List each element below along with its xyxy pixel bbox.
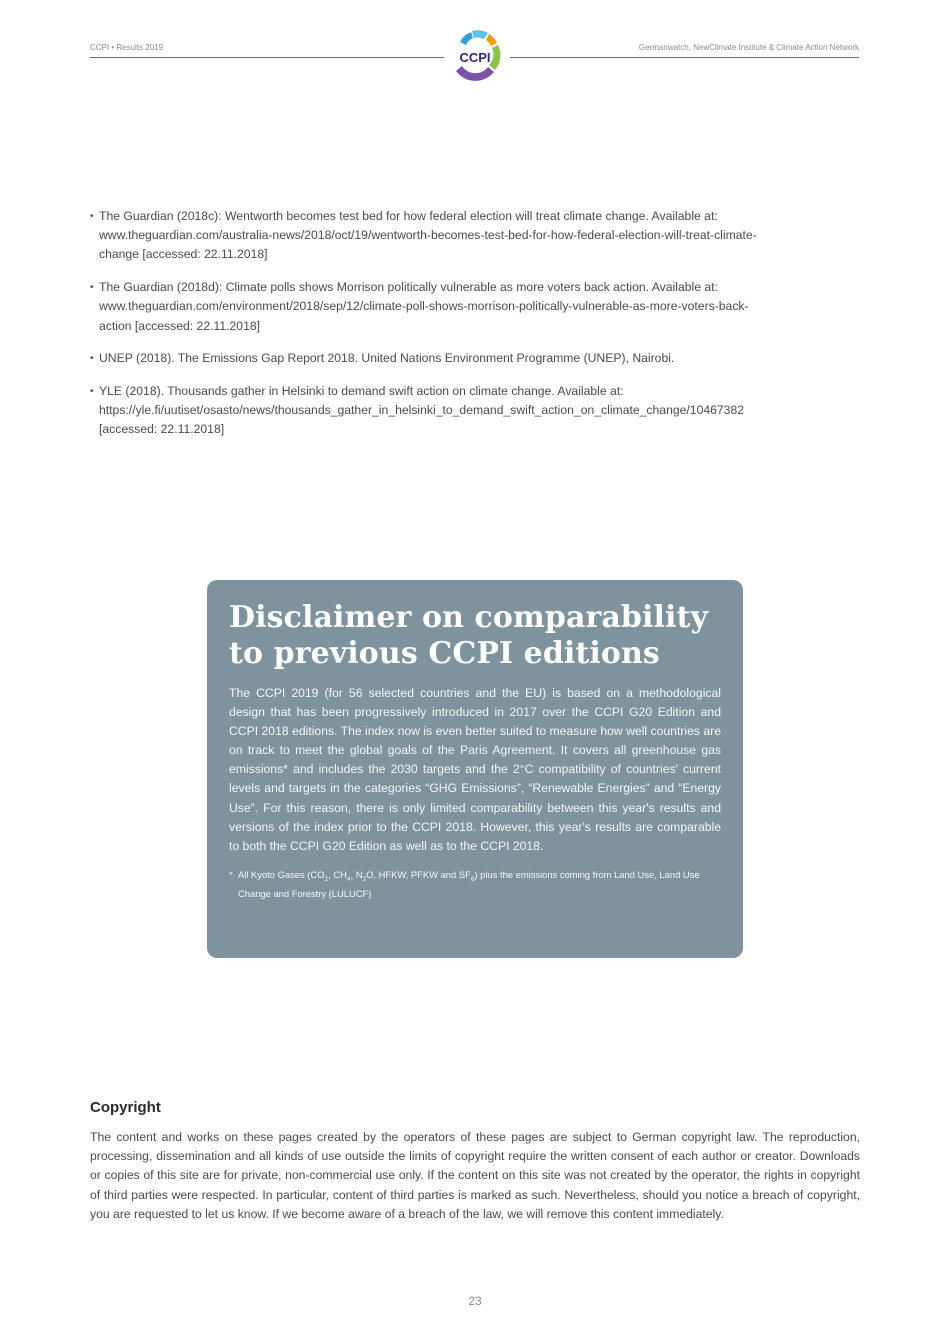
- reference-item: • YLE (2018). Thousands gather in Helsinki to demand swift action on climate change. Available at: https://yle.fi/uutiset/osasto/news/thousands_gather_in_helsinki_to_demand_swift_action_on_climate_change/10467382 [accessed: 22.11.2018]: [90, 382, 860, 440]
- running-header-right: Germanwatch, NewClimate Institute & Climate Action Network: [638, 43, 859, 52]
- reference-list: [90, 207, 860, 453]
- copyright-heading: Copyright: [90, 1099, 161, 1116]
- ccpi-logo: [441, 28, 509, 86]
- reference-item: • UNEP (2018). The Emissions Gap Report 2018. United Nations Environment Programme (UNEP), Nairobi.: [90, 349, 860, 368]
- logo-arc-lightblue: [472, 30, 488, 39]
- disclaimer-footnote: * All Kyoto Gases ($CO_2$, $CH_4$, $N_2O$, HFKW, PFKW and $SF_6$) plus the emissions coming from Land Use, Land Use Change and Forestry (LULUCF): [229, 868, 700, 899]
- disclaimer-box: [207, 580, 743, 958]
- header-rule-left: [90, 57, 444, 58]
- logo-arc-blue: [460, 32, 473, 45]
- logo-text: CCPI: [459, 50, 491, 65]
- logo-arc-green: [489, 45, 500, 70]
- header-rule-right: [510, 57, 859, 58]
- page-number: 23: [468, 1294, 482, 1308]
- reference-item: • The Guardian (2018d): Climate polls shows Morrison politically vulnerable as more voters back action. Available at: www.theguardian.com/environment/2018/sep/12/climate-poll-shows-morrison-politically-vulnerable-as-more-voters-back- action [accessed: 22.11.2018]: [90, 278, 860, 336]
- running-header-left: CCPI • Results 2019: [90, 43, 164, 52]
- disclaimer-title: Disclaimer on comparability to previous CCPI editions: [229, 600, 708, 671]
- copyright-text: The content and works on these pages created by the operators of these pages are subject to German copyright law. The reproduction, processing, dissemination and all kinds of use outside the limits of copyright require the written consent of each author or creator. Downloads or copies of this site are for private, non-commercial use only. If the content on this site was not created by the operator, the rights in copyright of third parties were respected. In particular, content of third parties is marked as such. Nevertheless, should you notice a breach of copyright, you are requested to let us know. If we become aware of a breach of the law, we will remove this content immediately.: [90, 1130, 860, 1221]
- reference-item: • The Guardian (2018c): Wentworth becomes test bed for how federal election will treat climate change. Available at: www.theguardian.com/australia-news/2018/oct/19/wentworth-becomes-test-bed-for-how-federal-election-will-treat-climate- change [accessed: 22.11.2018]: [90, 207, 860, 265]
- logo-arc-orange: [486, 34, 497, 46]
- disclaimer-body: The CCPI 2019 (for 56 selected countries and the EU) is based on a methodological design that has been progressively introduced in 2017 over the CCPI G20 Edition and CCPI 2018 editions. The index now is even better suited to measure how well countries are on track to meet the global goals of the Paris Agreement. It covers all greenhouse gas emissions* and includes the 2030 targets and the 2°C compatibility of countries' current levels and targets in the categories “GHG Emissions”, “Renewable Energies” and “Energy Use”. For this reason, there is only limited comparability between this year's results and versions of the index prior to the CCPI 2018. However, this year's results are comparable to both the CCPI G20 Edition as well as to the CCPI 2018.: [229, 686, 721, 853]
- logo-arc-purple: [456, 66, 494, 81]
